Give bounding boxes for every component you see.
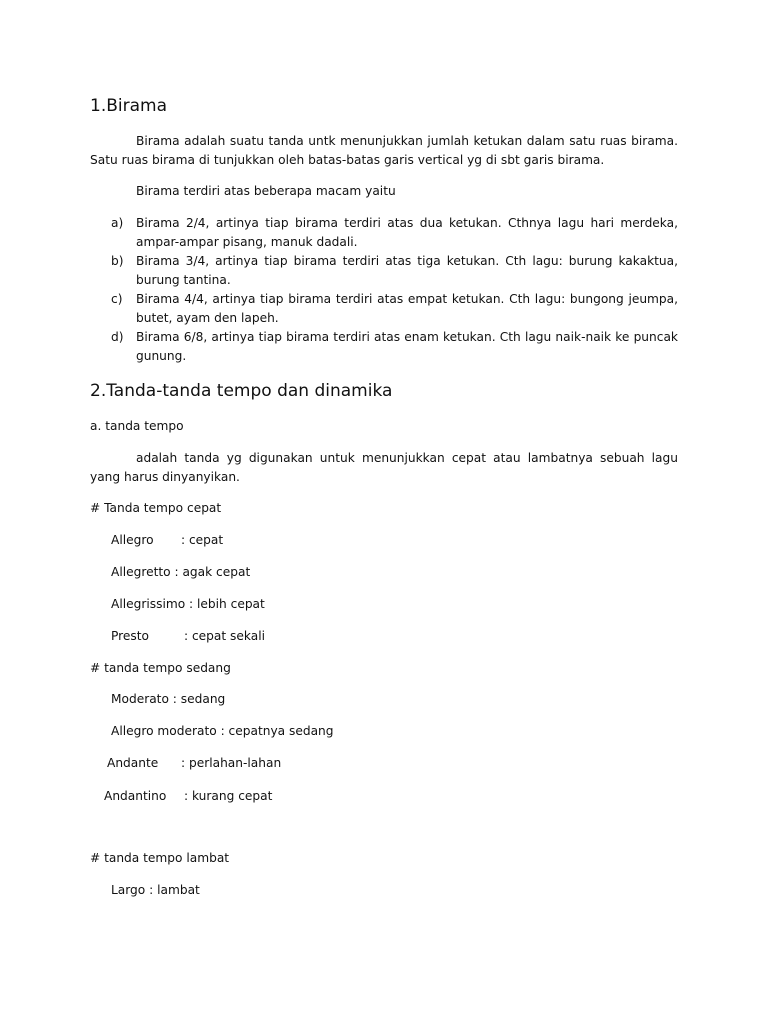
tempo-term: Presto <box>111 629 149 643</box>
list-marker: d) <box>111 330 124 344</box>
tempo-lambat-heading: # tanda tempo lambat <box>90 851 230 865</box>
section-2-subheading: a. tanda tempo <box>90 419 184 433</box>
list-item-text: Birama 6/8, artinya tiap birama terdiri atas enam ketukan. Cth lagu naik-naik ke puncak gunung. <box>136 330 678 363</box>
tempo-line: Allegretto : agak cepat <box>111 565 251 579</box>
birama-list <box>90 214 678 366</box>
list-item-text: Birama 2/4, artinya tiap birama terdiri atas dua ketukan. Cthnya lagu hari merdeka, ampar-ampar pisang, manuk dadali. <box>136 216 678 249</box>
tempo-meaning: : cepat sekali <box>184 629 265 643</box>
list-item-text: Birama 3/4, artinya tiap birama terdiri atas tiga ketukan. Cth lagu: burung kakaktua, burung tantina. <box>136 254 678 287</box>
section-2-paragraph: adalah tanda yg digunakan untuk menunjukkan cepat atau lambatnya sebuah lagu yang harus dinyanyikan. <box>90 451 678 484</box>
list-marker: c) <box>111 292 123 306</box>
section-2-heading: 2.Tanda-tanda tempo dan dinamika <box>90 381 393 401</box>
tempo-line: Allegro moderato : cepatnya sedang <box>111 724 334 738</box>
list-item <box>90 290 678 328</box>
tempo-term: Andante <box>107 756 159 770</box>
list-item <box>90 252 678 290</box>
tempo-line: Allegrissimo : lebih cepat <box>111 597 265 611</box>
tempo-meaning: : cepat <box>181 533 224 547</box>
section-1-intro: Birama terdiri atas beberapa macam yaitu <box>136 184 396 198</box>
tempo-term: Andantino <box>104 789 167 803</box>
tempo-meaning: : perlahan-lahan <box>181 756 282 770</box>
section-1-heading: 1.Birama <box>90 96 167 116</box>
list-marker: b) <box>111 254 124 268</box>
tempo-sedang-heading: # tanda tempo sedang <box>90 661 231 675</box>
list-item-text: Birama 4/4, artinya tiap birama terdiri atas empat ketukan. Cth lagu: bungong jeumpa, butet, ayam den lapeh. <box>136 292 678 325</box>
list-marker: a) <box>111 216 124 230</box>
list-item <box>90 214 678 252</box>
tempo-line: Moderato : sedang <box>111 692 226 706</box>
tempo-meaning: : kurang cepat <box>184 789 273 803</box>
tempo-term: Allegro <box>111 533 154 547</box>
tempo-line: Largo : lambat <box>111 883 200 897</box>
tempo-cepat-heading: # Tanda tempo cepat <box>90 501 222 515</box>
section-1-paragraph: Birama adalah suatu tanda untk menunjukkan jumlah ketukan dalam satu ruas birama. Satu ruas birama di tunjukkan oleh batas-batas garis vertical yg di sbt garis birama. <box>90 134 678 167</box>
list-item <box>90 328 678 366</box>
